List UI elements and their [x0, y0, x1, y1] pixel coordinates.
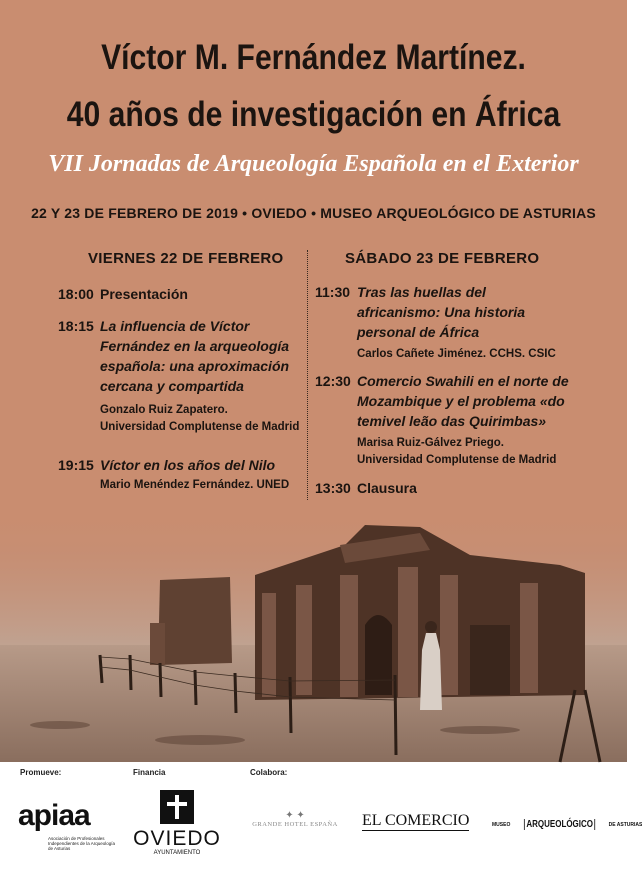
apiaa-subtitle: de Asturias — [48, 846, 71, 851]
item-time: 19:15 — [58, 457, 94, 473]
financia-label: Financia — [133, 768, 166, 777]
item-title-line: Tras las huellas del — [357, 284, 486, 300]
item-time: 12:30 — [315, 373, 351, 389]
item-title-line: Comercio Swahili en el norte de — [357, 373, 569, 389]
subtitle: VII Jornadas de Arqueología Española en el Exterior — [48, 151, 579, 177]
apiaa-logo — [18, 800, 115, 851]
day2-heading: SÁBADO 23 DE FEBRERO — [345, 250, 540, 267]
museo-pre: MUSEO — [492, 821, 511, 828]
item-time: 13:30 — [315, 480, 351, 496]
item-time: 18:15 — [58, 318, 94, 334]
speaker-affiliation: Universidad Complutense de Madrid — [357, 454, 557, 466]
temple-ruins-photo — [0, 505, 627, 762]
item-title-line: La influencia de Víctor — [100, 318, 250, 334]
colabora-label: Colabora: — [250, 768, 288, 777]
grande-hotel-crest-icon: ✦ ✦ — [285, 810, 305, 821]
title-line-2: 40 años de investigación en África — [66, 95, 561, 134]
event-dateline: 22 Y 23 DE FEBRERO DE 2019 • OVIEDO • MUSEO ARQUEOLÓGICO DE ASTURIAS — [31, 205, 596, 221]
speaker-affiliation: Universidad Complutense de Madrid — [100, 421, 300, 433]
item-title-line: africanismo: Una historia — [357, 304, 526, 320]
museo-post: DE ASTURIAS — [608, 821, 642, 828]
item-speaker: Mario Menéndez Fernández. UNED — [100, 479, 290, 491]
item-time: 18:00 — [58, 286, 94, 302]
oviedo-subtitle: AYUNTAMIENTO — [153, 850, 201, 856]
item-title: Clausura — [357, 480, 417, 496]
item-speaker — [357, 435, 617, 469]
item-title: Víctor en los años del Nilo — [100, 457, 276, 473]
apiaa-subtitle: Asociación de Profesionales — [48, 836, 105, 841]
oviedo-cross-icon — [160, 790, 194, 824]
item-title-line: Mozambique y el problema «do — [357, 393, 565, 409]
apiaa-wordmark: apiaa — [18, 799, 90, 832]
item-time: 11:30 — [315, 284, 351, 300]
grande-hotel-wordmark: GRANDE HOTEL ESPAÑA — [252, 821, 338, 828]
oviedo-logo — [132, 790, 222, 856]
item-speaker: Carlos Cañete Jiménez. CCHS. CSIC — [357, 348, 556, 360]
day1-heading: VIERNES 22 DE FEBRERO — [88, 250, 284, 267]
el-comercio-logo — [362, 812, 469, 831]
speaker-name: Gonzalo Ruiz Zapatero. — [100, 404, 228, 416]
item-title-line: personal de África — [357, 324, 480, 340]
apiaa-subtitle: Independientes de la Arqueología — [48, 841, 116, 846]
el-comercio-wordmark: EL COMERCIO — [362, 812, 470, 829]
museo-logo — [492, 816, 642, 834]
item-title-line: temivel leão das Quirimbas» — [357, 413, 547, 429]
item-title-line: española: una aproximación — [100, 358, 290, 374]
item-title: Presentación — [100, 286, 188, 302]
promueve-label: Promueve: — [20, 768, 62, 777]
item-title-line: cercana y compartida — [100, 378, 244, 394]
grande-hotel-logo — [250, 810, 340, 828]
item-title-line: Fernández en la arqueología — [100, 338, 290, 354]
oviedo-wordmark: OVIEDO — [133, 827, 221, 850]
museo-main: ARQUEOLÓGICO — [524, 819, 595, 830]
speaker-name: Marisa Ruiz-Gálvez Priego. — [357, 437, 504, 449]
title-line-1: Víctor M. Fernández Martínez. — [101, 38, 526, 77]
item-speaker — [100, 402, 310, 436]
